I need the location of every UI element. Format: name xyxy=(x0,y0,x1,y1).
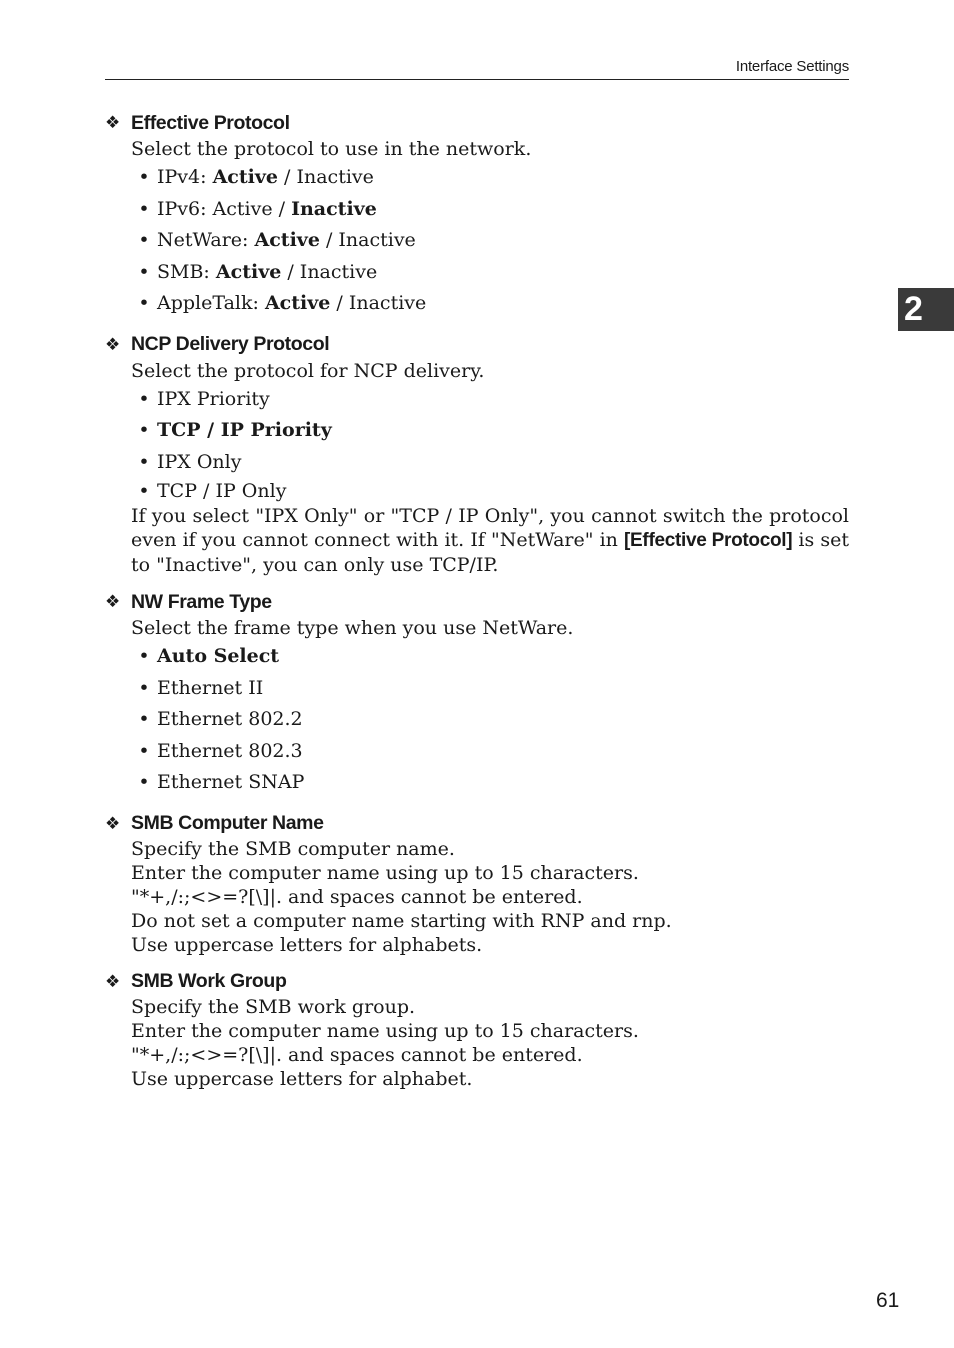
page-content xyxy=(105,110,849,1103)
section-description: Select the protocol to use in the network. xyxy=(131,138,532,160)
bullet-icon: • xyxy=(138,708,150,730)
section-title: SMB Computer Name xyxy=(131,812,324,834)
list-item: • Ethernet 802.2 xyxy=(131,704,849,736)
bullet-icon: • xyxy=(138,771,150,793)
list-item: • Auto Select xyxy=(131,641,849,673)
body-line: Enter the computer name using up to 15 characters. xyxy=(131,1019,639,1042)
effective-protocol-key-ref: [Effective Protocol] xyxy=(624,530,793,551)
option-list xyxy=(131,384,849,505)
page-number: 61 xyxy=(876,1289,900,1312)
bullet-icon: • xyxy=(138,387,150,410)
section-effective-protocol xyxy=(105,110,849,320)
bullet-icon: • xyxy=(138,166,150,188)
bullet-icon: • xyxy=(138,419,150,441)
list-item: • AppleTalk: Active / Inactive xyxy=(131,288,849,320)
bullet-icon: • xyxy=(138,292,150,314)
section-title: NW Frame Type xyxy=(131,590,272,613)
body-line: Use uppercase letters for alphabet. xyxy=(131,1067,473,1090)
section-title: NCP Delivery Protocol xyxy=(131,333,330,355)
bullet-icon: • xyxy=(138,229,150,251)
bullet-icon: • xyxy=(138,645,150,667)
section-description: Select the protocol for NCP delivery. xyxy=(131,359,485,382)
body-line: Specify the SMB computer name. xyxy=(131,837,455,860)
bullet-icon: • xyxy=(138,739,150,762)
section-title: SMB Work Group xyxy=(131,970,287,992)
diamond-bullet-icon: ❖ xyxy=(105,334,120,354)
list-item: • IPv4: Active / Inactive xyxy=(131,162,849,194)
body-line: "*+,/:;<>=?[\]|. and spaces cannot be entered. xyxy=(131,1043,583,1066)
section-smb-computer-name xyxy=(105,811,849,957)
diamond-bullet-icon: ❖ xyxy=(105,592,120,611)
list-item: • IPX Only xyxy=(131,447,849,479)
diamond-bullet-icon: ❖ xyxy=(105,113,120,132)
body-line: Do not set a computer name starting with RNP and rnp. xyxy=(131,909,672,932)
list-item: • NetWare: Active / Inactive xyxy=(131,225,849,257)
list-item: • IPX Priority xyxy=(131,384,849,416)
bullet-icon: • xyxy=(138,197,150,220)
section-description: Select the frame type when you use NetWare. xyxy=(131,617,574,639)
option-list xyxy=(131,641,849,799)
list-item: • SMB: Active / Inactive xyxy=(131,257,849,289)
diamond-bullet-icon: ❖ xyxy=(105,813,120,833)
list-item: • Ethernet II xyxy=(131,673,849,705)
body-line: "*+,/:;<>=?[\]|. and spaces cannot be entered. xyxy=(131,885,583,908)
note-text: If you select "IPX Only" or "TCP / IP Only", you cannot switch the protocol even if you cannot connect with it. If "NetWare" in [Effective Protocol] is set to "Inactive", you can only use TCP/IP. xyxy=(131,505,849,576)
section-title: Effective Protocol xyxy=(131,111,290,134)
chapter-tab: 2 xyxy=(898,288,954,331)
body-line: Enter the computer name using up to 15 characters. xyxy=(131,861,639,884)
section-ncp-delivery-protocol xyxy=(105,332,849,578)
bullet-icon: • xyxy=(138,450,150,473)
list-item: • TCP / IP Priority xyxy=(131,415,849,447)
diamond-bullet-icon: ❖ xyxy=(105,971,120,991)
running-header: Interface Settings xyxy=(105,56,849,80)
body-line: Specify the SMB work group. xyxy=(131,995,416,1018)
bullet-icon: • xyxy=(138,260,150,283)
list-item: • Ethernet SNAP xyxy=(131,767,849,799)
option-list xyxy=(131,162,849,320)
bullet-icon: • xyxy=(138,480,150,502)
list-item: • Ethernet 802.3 xyxy=(131,736,849,768)
section-smb-work-group xyxy=(105,969,849,1091)
section-nw-frame-type xyxy=(105,589,849,799)
bullet-icon: • xyxy=(138,676,150,699)
list-item: • IPv6: Active / Inactive xyxy=(131,194,849,226)
list-item: • TCP / IP Only xyxy=(131,478,849,504)
body-line: Use uppercase letters for alphabets. xyxy=(131,933,483,956)
